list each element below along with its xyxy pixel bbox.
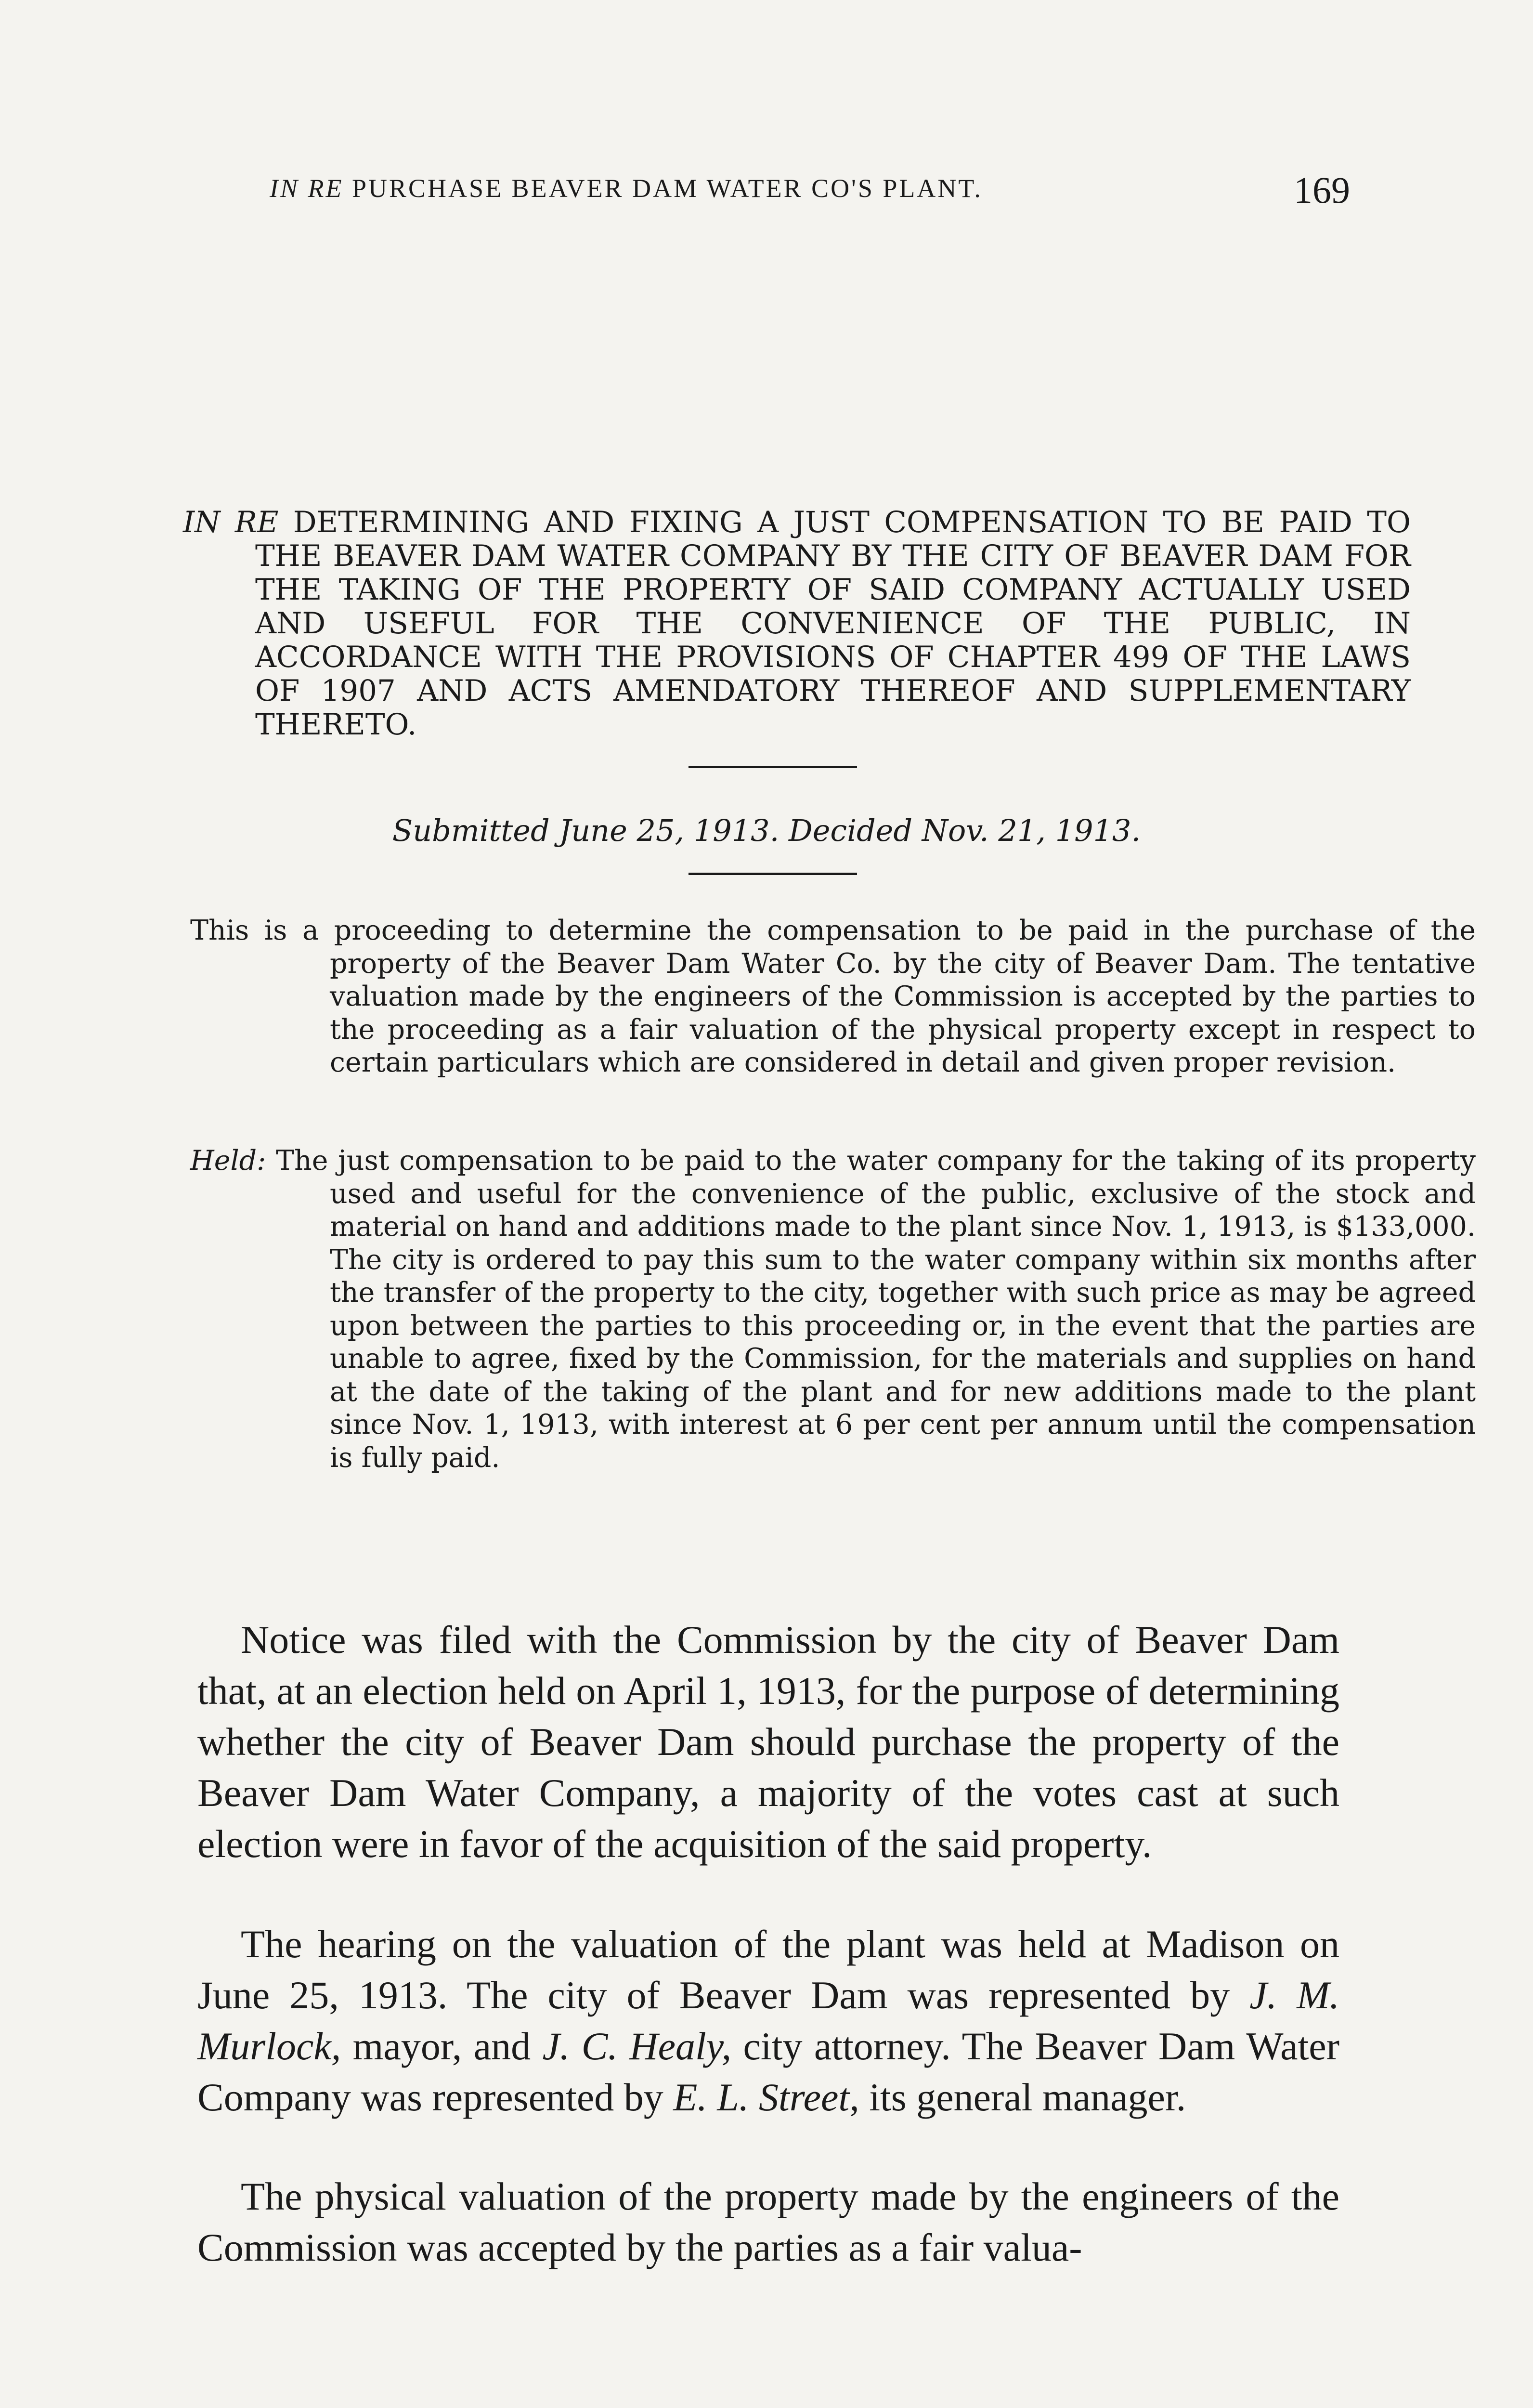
paragraph-text: mayor, and: [352, 2024, 531, 2068]
divider-rule: [689, 873, 857, 875]
held-text: The just compensation to be paid to the water company for the taking of its property used and useful for the convenience of the public, exclusive of the stock and material on hand and additions made to the plant since Nov. 1, 1913, is $133,000. The city is ordered to pay this sum to the water company within six months after the transfer of the property to the city, together with such price as may be agreed upon between the parties to this proceeding or, in the event that the parties are unable to agree, fixed by the Commission, for the materials and supplies on hand at the date of the taking of the plant and for new additions made to the plant since Nov. 1, 1913, with interest at 6 per cent per annum until the compensation is fully paid.: [276, 1145, 1476, 1474]
person-name: J. C. Healy,: [542, 2024, 732, 2068]
body-paragraph: [197, 1919, 1339, 2123]
person-name: E. L. Street,: [673, 2075, 859, 2119]
held-label: Held:: [190, 1145, 266, 1177]
paragraph-text: city attorney. The Beaver Dam Water Company was represented by: [197, 2024, 1339, 2119]
divider-rule: [689, 766, 857, 768]
paragraph-text: The hearing on the valuation of the plant was held at Madison on June 25, 1913. The city of Beaver Dam was represented by: [197, 1922, 1339, 2017]
case-dates: Submitted June 25, 1913. Decided Nov. 21, 1913.: [392, 813, 1141, 848]
body-paragraph: Notice was filed with the Commission by the city of Beaver Dam that, at an election held on April 1, 1913, for the purpose of determining whether the city of Beaver Dam should purchase the property of the Beaver Dam Water Company, a majority of the votes cast at such election were in favor of the acquisition of the said property.: [197, 1618, 1339, 1866]
paragraph-text: its general manager.: [869, 2075, 1186, 2119]
running-head-italic: IN RE: [270, 174, 344, 203]
body-paragraph: The physical valuation of the property made by the engineers of the Commission was accepted by the parties as a fair valua-: [197, 2174, 1339, 2269]
caption-text: DETERMINING AND FIXING A JUST COMPENSATION TO BE PAID TO THE BEAVER DAM WATER COMPANY BY THE CITY OF BEAVER DAM FOR THE TAKING OF THE PROPERTY OF SAID COMPANY ACTUALLY USED AND USEFUL FOR THE CONVENIENCE OF THE PUBLIC, IN ACCORDANCE WITH THE PROVISIONS OF CHAPTER 499 OF THE LAWS OF 1907 AND ACTS AMENDATORY THEREOF AND SUPPLEMENTARY THERETO.: [255, 505, 1411, 742]
case-caption: [183, 506, 1411, 742]
page-number: 169: [1294, 169, 1350, 211]
running-head-text: PURCHASE BEAVER DAM WATER CO'S PLANT.: [351, 174, 983, 203]
person-name: J. M. Murlock,: [197, 1973, 1339, 2068]
caption-prefix: IN RE: [183, 505, 279, 539]
running-head: [270, 173, 1343, 203]
syllabus-intro: This is a proceeding to determine the compensation to be paid in the purchase of the property of the Beaver Dam Water Co. by the city of Beaver Dam. The tentative valuation made by the engineers of the Commission is accepted by the parties to the proceeding as a fair valuation of the physical property except in respect to certain particulars which are considered in detail and given proper revision.: [190, 915, 1476, 1078]
syllabus-held: [190, 1144, 1476, 1474]
